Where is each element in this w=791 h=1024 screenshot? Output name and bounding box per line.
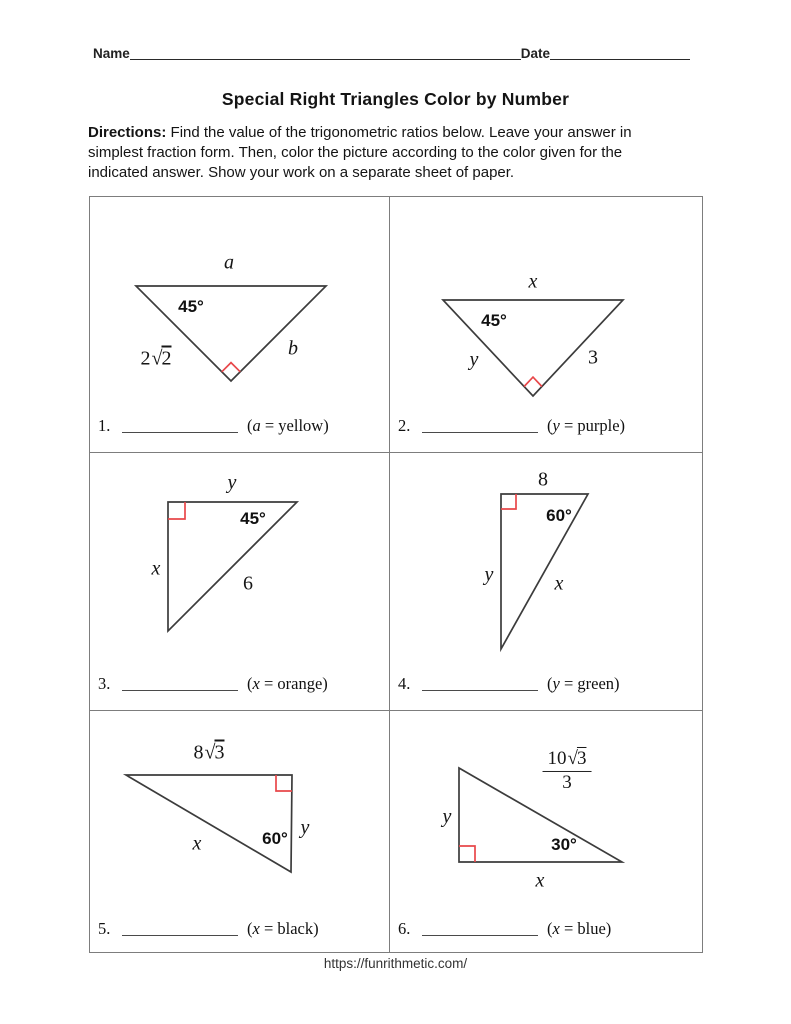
triangle-outline [168,502,297,631]
color-key-rest: = blue) [559,919,612,938]
side-label-left: y [469,348,479,371]
fraction-numerator [543,749,592,772]
color-key-variable: y [552,674,560,693]
triangle-outline [459,768,622,862]
triangle-4-figure [390,453,703,711]
radical-coefficient: 2 [140,347,151,370]
color-key-rest: = orange) [259,674,328,693]
radicand: 2 [161,347,172,370]
hypotenuse-label: x [554,572,564,595]
answer-line [398,416,625,436]
color-key-open: ( [547,919,553,938]
problem-1-cell [90,197,390,453]
problem-4-cell [390,453,702,711]
answer-blank [422,923,538,936]
side-label-right: b [288,337,298,360]
date-blank-line [550,59,690,60]
problems-grid [89,196,703,953]
radical-sign-icon: √ [567,747,578,769]
right-angle-icon [501,494,516,509]
side-label-left: x [151,557,161,580]
side-label-top: x [528,270,538,293]
color-key [547,919,611,939]
color-key-open: ( [547,416,553,435]
color-key [547,416,625,436]
answer-line [398,674,620,694]
side-label-left-radical [141,348,172,371]
angle-label: 45° [481,311,507,330]
answer-blank [122,420,238,433]
color-key-open: ( [247,919,253,938]
right-angle-icon [459,846,475,862]
problem-3-cell [90,453,390,711]
hypotenuse-label: 6 [243,572,253,595]
name-field-label: Name [93,46,130,61]
problem-number: 3. [98,674,111,693]
color-key [247,919,319,939]
side-label-top: 8 [538,468,548,491]
triangle-3-figure [90,453,390,711]
color-key-open: ( [547,674,553,693]
problem-number: 6. [398,919,411,938]
problem-number: 2. [398,416,411,435]
problem-number: 1. [98,416,111,435]
radicand: 3 [214,741,225,764]
answer-line [398,919,611,939]
radical-sign-icon: √ [204,741,216,764]
directions-line-1: Directions: Find the value of the trigonometric ratios below. Leave your answer in [88,124,632,141]
right-angle-icon [168,502,185,519]
angle-label: 60° [262,829,288,848]
right-angle-icon [276,775,292,791]
side-label-right: y [300,816,310,839]
color-key-rest: = purple) [559,416,626,435]
angle-label: 60° [546,506,572,525]
side-label-top-radical [194,742,225,765]
color-key-variable: a [252,416,261,435]
right-angle-icon [222,363,240,372]
footer-url: https://funrithmetic.com/ [323,956,468,971]
triangle-6-figure [390,711,703,953]
right-angle-icon [524,377,542,386]
color-key-variable: y [552,416,560,435]
answer-blank [122,923,238,936]
worksheet-title: Special Right Triangles Color by Number [221,89,570,109]
color-key [247,674,328,694]
answer-blank [122,678,238,691]
triangle-5-figure [90,711,390,953]
radicand: 3 [576,747,587,769]
problem-number: 5. [98,919,111,938]
side-label-top: a [224,251,234,274]
answer-line [98,674,328,694]
directions-line-3: indicated answer. Show your work on a separate sheet of paper. [88,164,515,181]
answer-blank [422,678,538,691]
side-label-right: 3 [588,346,598,369]
color-key-variable: x [252,919,260,938]
directions-paragraph [88,123,688,183]
fraction-denominator: 3 [562,771,572,793]
problem-6-cell [390,711,702,952]
problem-number: 4. [398,674,411,693]
date-field-label: Date [520,46,550,61]
answer-line [98,919,319,939]
directions-lead: Directions: [88,124,167,141]
name-blank-line [130,59,521,60]
color-key-rest: = black) [259,919,319,938]
color-key [247,416,329,436]
hypotenuse-fraction-label [543,749,592,793]
answer-blank [422,420,538,433]
color-key-variable: x [552,919,560,938]
color-key-variable: x [252,674,260,693]
radical-coefficient: 10 [547,747,567,769]
color-key-open: ( [247,674,253,693]
side-label-left: y [484,563,494,586]
radical-sign-icon: √ [151,347,163,370]
color-key-rest: = green) [559,674,620,693]
angle-label: 45° [240,509,266,528]
color-key-rest: = yellow) [260,416,329,435]
name-date-header [93,46,690,61]
radical-coefficient: 8 [193,741,204,764]
color-key [547,674,620,694]
angle-label: 45° [178,297,204,316]
problem-5-cell [90,711,390,952]
side-label-bottom: x [535,869,545,892]
triangle-outline [126,775,292,872]
triangle-1-figure [90,197,390,453]
problem-2-cell [390,197,702,453]
hypotenuse-label: x [192,832,202,855]
answer-line [98,416,329,436]
directions-line-2: simplest fraction form. Then, color the picture according to the color given for the [88,144,623,161]
side-label-top: y [227,471,237,494]
angle-label: 30° [551,835,577,854]
triangle-outline [501,494,588,649]
triangle-2-figure [390,197,703,453]
side-label-left: y [442,805,452,828]
color-key-open: ( [247,416,253,435]
